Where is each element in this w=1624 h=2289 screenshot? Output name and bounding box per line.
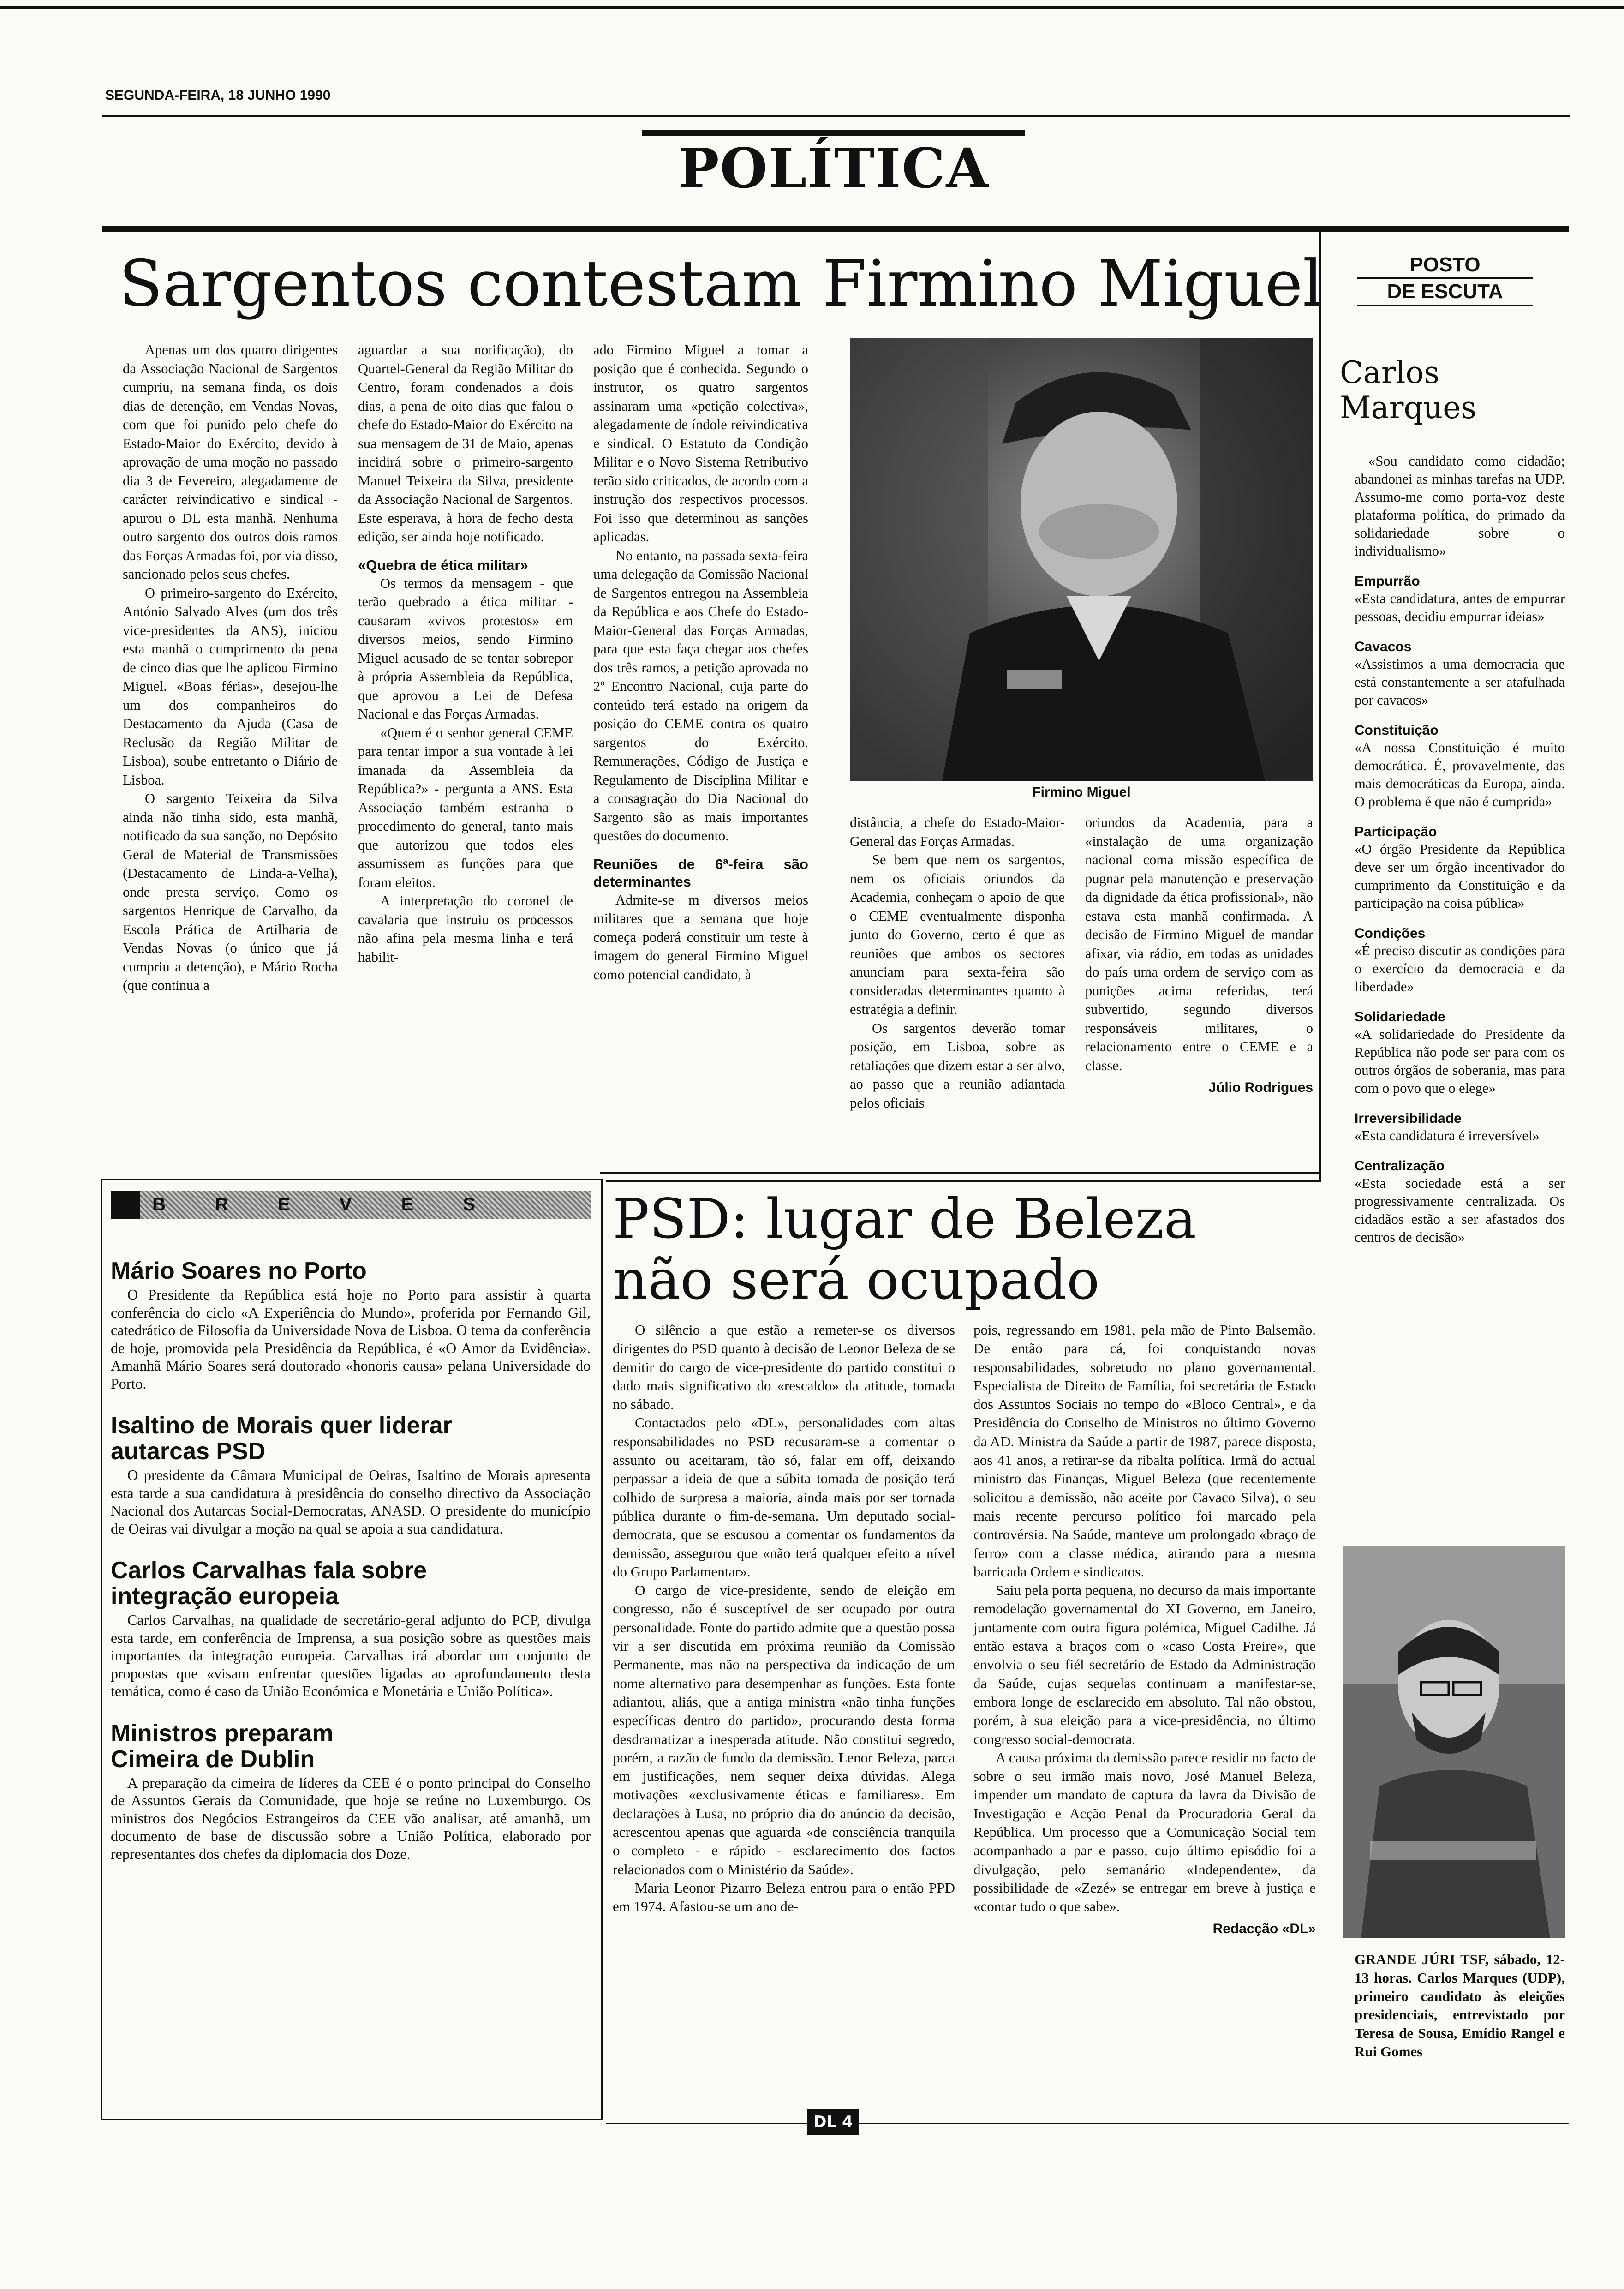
paragraph: Os sargentos deverão tomar posição, em Lisboa, sobre as retaliações que dizem estar a ser alvo, ao passo que a reunião adiantada pelos oficiais [850,1020,1065,1111]
lead-col-3 [593,341,808,984]
paragraph: oriundos da Academia, para a «instalação de uma organização nacional coma missão específica de pugnar pela manutenção e preservação da dignidade da ética profissional», não estava esta manhã confirmada. A decisão de Firmino Miguel de mandar afixar, via rádio, em todas as unidades do país uma ordem de serviço com as punições acima referidas, terá subvertido, segundo diversos responsáveis militares, o relacionamento entre o CEME e a classe. [1085,815,1313,1073]
paragraph: aguardar a sua notificação), do Quartel-General da Região Militar do Centro, foram condenados a dois dias, a pena de oito dias que falou o chefe do Estado-Maior do Exército na sua mensagem de 31 de Maio, apenas incidirá sobre o primeiro-sargento Manuel Teixeira da Silva, presidente da Associação Nacional de Sargentos. Este esperava, à hora de fecho desta edição, ser ainda hoje notificado. [358,342,573,545]
quote-item [1355,1110,1565,1145]
quote-text: «Esta candidatura, antes de empurrar pessoas, decidiu empurrar ideias» [1355,591,1565,624]
brief-title: Isaltino de Morais quer liderar autarcas PSD [111,1412,452,1465]
breves-list [111,1258,591,1863]
carlos-marques-photo [1343,1546,1565,1938]
quote-heading: Irreversibilidade [1355,1111,1462,1126]
quote-item [1355,722,1565,811]
byline: Júlio Rodrigues [1208,1080,1313,1095]
paragraph: Os termos da mensagem - que terão quebrado a ética militar - causaram «vivos protestos» em diversos meios, sendo Firmino Miguel acusado de se tentar sobrepor à própria Assembleia da República, que aprovou a Lei de Defesa Nacional e das Forças Armadas. [358,575,573,722]
paragraph: «Quem é o senhor general CEME para tentar impor a sua vontade à lei imanada da Assembleia da República?» - pergunta a ANS. Esta Associação também estranha o procedimento do general, tanto mais que autorizou que todos eles assumissem as funções para que foram eleitos. [358,725,573,890]
paragraph: A interpretação do coronel de cavalaria que instruiu os processos não afina pela mesma linha e terá habilit- [358,893,573,965]
lead-col-1 [123,341,338,995]
quote-heading: Centralização [1355,1158,1445,1174]
paragraph: O primeiro-sargento do Exército, António Salvado Alves (um dos três vice-presidentes da ANS), iniciou esta manhã o cumprimento da pena de cinco dias que lhe aplicou Firmino Miguel. «Boas férias», desejou-lhe um dos companheiros do Destacamento da Ajuda (Casa de Reclusão da Região Militar de Lisboa), soube entretanto o Diário de Lisboa. [123,585,338,788]
bottom-rule [606,2123,1569,2124]
quote-item [1355,573,1565,626]
subheading: «Quebra de ética militar» [358,557,528,573]
brief-body: O Presidente da República está hoje no Porto para assistir à quarta conferência do ciclo «A Experiência do Mundo», proferida por Fernando Gil, catedrático de Filosofia da Universidade Nova de Lisboa. O tema da conferência de hoje, promovida pela Presidência da República, é «O Amor da Evidência». Amanhã Mário Soares será doutorado «honoris causa» pelana Universidade do Porto. [111,1286,591,1392]
paragraph: Maria Leonor Pizarro Beleza entrou para o então PPD em 1974. Afastou-se um ano de- [613,1879,955,1915]
paragraph: O silêncio a que estão a remeter-se os diversos dirigentes do PSD quanto à decisão de Leonor Beleza de se demitir do cargo de vice-presidente do partido constitui o dado mais significativo do «rescaldo» da atitude, tomada no sábado. [613,1322,955,1413]
quote-heading: Solidariedade [1355,1009,1445,1025]
sidebar-title [1357,253,1533,306]
firmino-miguel-photo [850,338,1313,781]
brief-body: O presidente da Câmara Municipal de Oeiras, Isaltino de Morais apresenta esta tarde a sua candidatura à presidência do conselho directivo da Associação Nacional dos Autarcas Social-Democratas, ANASD. O presidente do município de Oeiras vai divulgar a moção na qual se apoia a sua candidatura. [111,1467,591,1537]
quote-item [1355,824,1565,912]
quote-text: «Esta sociedade está a ser progressivamente centralizada. Os cidadãos estão a ser afastados dos centros de decisão» [1355,1175,1565,1245]
sidebar-intro: «Sou candidato como cidadão; abandonei as minhas tarefas na UDP. Assumo-me como porta-voz deste plataforma política, do primado da solidariedade sobre o individualismo» [1355,453,1565,559]
quote-item [1355,925,1565,996]
sidebar-divider [1320,232,1321,1182]
sidebar-title-line-1: POSTO [1357,253,1533,279]
lead-col-2 [358,341,573,966]
lead-top-rule [102,226,1569,232]
top-rule [0,6,1624,9]
paragraph: Apenas um dos quatro dirigentes da Associação Nacional de Sargentos cumpriu, na semana finda, os dois dias de detenção, em Vendas Novas, com que foi punido pelo chefe do Estado-Maior do Exército, devido à aprovação de uma moção no passado dia 3 de Fevereiro, alegadamente de carácter reivindicativo e sindical - apurou o DL esta manhã. Nenhuma outro sargento dos outros dois ramos das Forças Armadas foi, por via disso, sancionado pelos seus chefes. [123,342,338,582]
lead-bottom-rule [600,1172,1320,1174]
quote-text: «Esta candidatura é irreversível» [1355,1128,1540,1144]
section-title-bar [642,130,1025,136]
section-title: POLÍTICA [678,136,990,200]
paragraph: O cargo de vice-presidente, sendo de eleição em congresso, não é susceptível de ser ocupado por outra personalidade. Fonte do partido admite que a questão possa vir a ser discutida em próxima reunião da Comissão Permanente, mas não na perspectiva da indicação de um nome alternativo para desempenhar as funções. Esta fonte adiantou, aliás, que a antiga ministra «não tinha funções específicas dentro do partido», procurando desta forma desdramatizar a inesperada atitude. Não constitui segredo, porém, a razão de fundo da demissão. Lenor Beleza, parca em justificações, nem sequer deixa dúvidas. Alega motivações «exclusivamente éticas e familiares». Em declarações à Lusa, no próprio dia do anúncio da decisão, acrescentou apenas que aguarda «de consciência tranquila o completo - e rápido - esclarecimento dos factos relacionados com o Ministério da Saúde». [613,1582,955,1877]
paragraph: Saiu pela porta pequena, no decurso da mais importante remodelação governamental do XI Governo, em Janeiro, juntamente com outra figura polémica, Miguel Cadilhe. Já então estava a braços com o «caso Costa Freire», que envolvia o seu fiél secretário de Estado da Administração da Saúde, cujas sequelas continuam a manifestar-se, embora longe de esclarecido em absoluto. Tal não obstou, porém, à sua eleição para a vice-presidência, no último congresso social-democrata. [973,1582,1316,1747]
sidebar-name-line-2: Marques [1340,390,1477,425]
quote-text: «A nossa Constituição é muito democrática. É, provavelmente, das mais democráticas da Europa, ainda. O problema é que não é cumprida» [1355,740,1565,809]
paragraph: distância, a chefe do Estado-Maior-General das Forças Armadas. [850,815,1065,849]
brief-body: A preparação da cimeira de líderes da CEE é o ponto principal do Conselho de Assuntos Gerais da Comunidade, que hoje se reúne no Luxemburgo. Os ministros dos Negócios Estrangeiros da CEE vão analisar, até amanhã, um documento de base de discussão sobre a União Política, elaborado por representantes dos chefes da diplomacia dos Doze. [111,1774,591,1862]
psd-top-rule [606,1180,1320,1182]
brief-item [111,1558,591,1700]
breves-label: B R E V E S [152,1194,498,1215]
psd-headline [613,1188,1196,1310]
quote-text: «É preciso discutir as condições para o exercício da democracia e da liberdade» [1355,943,1565,995]
psd-headline-line-2: não será ocupado [613,1248,1100,1312]
psd-headline-line-1: PSD: lugar de Beleza [613,1187,1197,1251]
paragraph: A causa próxima da demissão parece residir no facto de sobre o seu irmão mais novo, José Manuel Beleza, impender um mandato de captura da lavra da Divisão de Investigação e Acção Penal da Procuradoria Geral da República. Um processo que a Comunicação Social tem acompanhado a par e passo, cujo último episódio foi a divulgação, pelo semanário «Independente», da possibilidade de «Zezé» se entregar em breve à justiça e «contar tudo o que sabe». [973,1749,1316,1915]
quote-heading: Condições [1355,926,1426,941]
brief-body: Carlos Carvalhas, na qualidade de secretário-geral adjunto do PCP, divulga esta tarde, em conferência de Imprensa, a sua posição sobre as questões mais importantes da integração europeia. Carvalhas irá abordar um conjunto de propostas que «visam enfrentar questões ligadas ao aprofundamento desta temática, como é caso da União Económica e Monetária e União Política». [111,1612,591,1699]
lead-headline: Sargentos contestam Firmino Miguel [119,246,1323,321]
quote-heading: Participação [1355,824,1437,839]
paragraph: O sargento Teixeira da Silva ainda não tinha sido, esta manhã, notificado da sua sanção, no Depósito Geral de Material de Transmissões (Destacamento de Linda-a-Velha), onde presta serviço. Como os sargentos Henrique de Carvalho, da Escola Prática de Artilharia de Vendas Novas (o único que já cumpriu a detenção), e Mário Rocha (que continua a [123,791,338,993]
page-number-logo: DL 4 [807,2109,859,2135]
brief-title: Mário Soares no Porto [111,1258,367,1284]
header-rule [102,115,1570,117]
quote-heading: Constituição [1355,723,1439,738]
quote-text: «A solidariedade do Presidente da República não pode ser para com os outros órgãos de soberania, mas para com o povo que o elege» [1355,1026,1565,1096]
subheading: Reuniões de 6ª-feira são determinantes [593,856,808,890]
paragraph: Se bem que nem os sargentos, nem os oficiais oriundos da Academia, conheçam o apoio de que o CEME eventualmente disponha junto do Governo, certo é que as reuniões que ambos os sectores anunciam para sexta-feira são consideradas determinantes quanto à estratégia a definir. [850,852,1065,1017]
paragraph: Admite-se m diversos meios militares que a semana que hoje começa poderá constituir um teste à imagem do general Firmino Miguel como potencial candidato, à [593,892,808,983]
quote-item [1355,639,1565,709]
page-date: SEGUNDA-FEIRA, 18 JUNHO 1990 [105,88,331,103]
quote-item [1355,1158,1565,1246]
paragraph: pois, regressando em 1981, pela mão de Pinto Balsemão. De então para cá, foi conquistando novas responsabilidades, sobretudo no plano governamental. Especialista de Direito de Família, foi secretária de Estado dos Assuntos Sociais no tempo do «Bloco Central», e da Presidência do Conselho de Ministros no último Governo da AD. Ministra da Saúde a partir de 1987, parece disposta, aos 41 anos, a retirar-se da ribalta política. Irmã do actual ministro das Finanças, Miguel Beleza (que recentemente solicitou a demissão, não aceite por Cavaco Silva), o seu mais recente percurso político foi marcado pela controvérsia. Na Saúde, manteve um prolongado «braço de ferro» com a classe médica, atirando para a mesma barricada Ordem e sindicatos. [973,1322,1316,1580]
brief-title: Ministros preparam Cimeira de Dublin [111,1720,334,1773]
lead-col-5 [1085,813,1313,1097]
psd-col-2 [973,1321,1316,1938]
brief-item [111,1258,591,1392]
quote-text: «Assistimos a uma democracia que está constantemente a ser atafulhada por cavacos» [1355,656,1565,708]
byline: Redacção «DL» [1212,1921,1316,1936]
psd-col-1 [613,1321,955,1916]
quote-text: «O órgão Presidente da República deve ser um órgão incentivador do cumprimento da Constituição e da participação na coisa pública» [1355,841,1565,911]
sidebar-name [1340,355,1476,425]
brief-item [111,1413,591,1537]
lead-col-4 [850,813,1065,1112]
paragraph: Contactados pelo «DL», personalidades com altas responsabilidades no PSD recusaram-se a comentar o assunto ou aceitaram, tão só, falar em off, deixando perpassar a ideia de que a súbita tomada de posição terá colhido de surpresa a maioria, ainda mais por ser tornada pública durante o fim-de-semana. Um deputado social-democrata, que se escusou a comentar os fundamentos da demissão, assegurou que «não terá qualquer efeito a nível do Grupo Parlamentar». [613,1414,955,1580]
brief-item [111,1720,591,1863]
paragraph: No entanto, na passada sexta-feira uma delegação da Comissão Nacional de Sargentos entregou na Assembleia da República e aos Chefe do Estado-Maior-General das Forças Armadas, para que esta faça chegar aos chefes dos três ramos, a petição aprovada no 2º Encontro Nacional, cuja parte do conteúdo terá estado na origem da posição do CEME contra os quatro sargentos do Exército. Remunerações, Código de Justiça e Regulamento de Disciplina Militar e a consagração do Dia Nacional do Sargento são as mais importantes questões do documento. [593,547,808,844]
sidebar-quotes [1355,452,1565,1246]
paragraph: ado Firmino Miguel a tomar a posição que é conhecida. Segundo o instrutor, os quatro sargentos assinaram uma «petição colectiva», alegadamente de índole reivindicativa e sindical. O Estatuto da Condição Militar e o Novo Sistema Retributivo terão sido criticados, de acordo com a instrução dos respectivos processos. Foi isso que determinou as sanções aplicadas. [593,342,808,545]
brief-title: Carlos Carvalhas fala sobre integração europeia [111,1557,427,1610]
photo-caption: Firmino Miguel [1032,785,1131,800]
quote-heading: Empurrão [1355,574,1420,589]
sidebar-name-line-1: Carlos [1340,355,1440,390]
breves-block [111,1191,140,1219]
quote-heading: Cavacos [1355,639,1412,654]
quote-item [1355,1009,1565,1097]
sidebar-title-line-2: DE ESCUTA [1357,279,1533,306]
sidebar-photo-caption: GRANDE JÚRI TSF, sábado, 12-13 horas. Carlos Marques (UDP), primeiro candidato às eleições presidenciais, entrevistado por Teresa de Sousa, Emídio Rangel e Rui Gomes [1355,1951,1565,2060]
